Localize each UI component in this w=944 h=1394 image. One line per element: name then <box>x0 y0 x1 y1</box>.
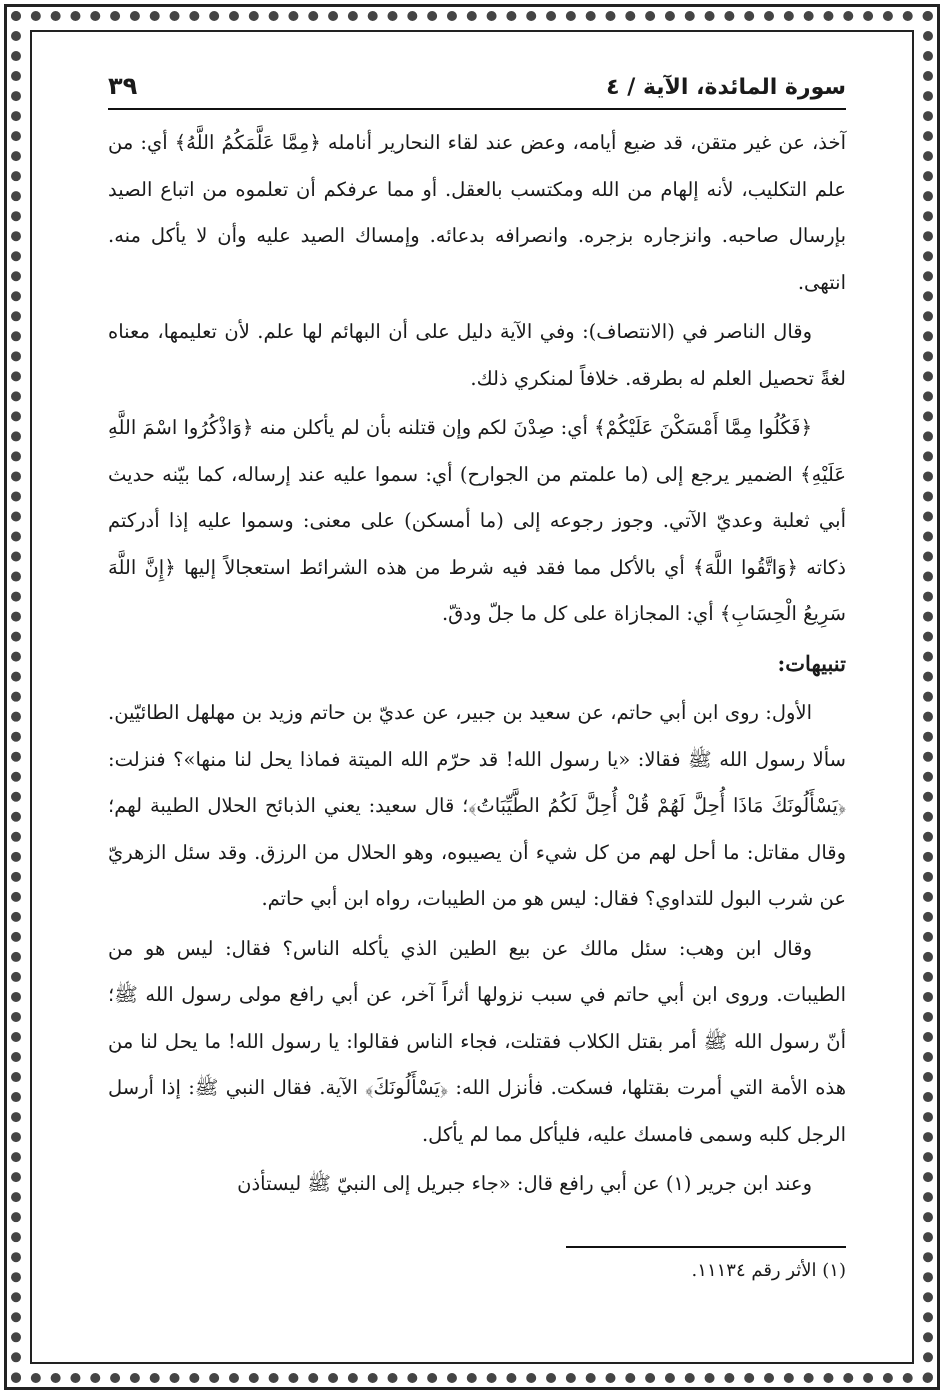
footnote: (١) الأثر رقم ١١١٣٤. <box>691 1260 846 1281</box>
paragraph-2: وقال الناصر في (الانتصاف): وفي الآية دليل على أن البهائم لها علم. لأن تعليمها، معناه لغةً تحصيل العلم له بطرقه. خلافاً لمنكري ذلك. <box>108 320 846 390</box>
paragraph-3: ﴿فَكُلُوا مِمَّا أَمْسَكْنَ عَلَيْكُمْ﴾ أي: صِدْنَ لكم وإن قتلنه بأن لم يأكلن منه ﴿وَاذْكُرُوا اسْمَ اللَّهِ عَلَيْهِ﴾ الضمير يرجع إلى (ما علمتم من الجوارح) أي: سموا عليه عند إرساله، كما بيّنه حديث أبي ثعلبة وعديّ الآتي. وجوز رجوعه إلى (ما أمسكن) على معنى: وسموا عليه إذا أدركتم ذكاته ﴿وَاتَّقُوا اللَّهَ﴾ أي بالأكل مما فقد فيه شرط من هذه الشرائط استعجالاً إليها ﴿إِنَّ اللَّهَ سَرِيعُ الْحِسَابِ﴾ أي: المجازاة على كل ما جلّ ودقّ. <box>108 416 846 625</box>
section-heading: تنبيهات: <box>777 650 846 676</box>
paragraph-4: الأول: روى ابن أبي حاتم، عن سعيد بن جبير، عن عديّ بن حاتم وزيد بن مهلهل الطائيّين. سألا رسول الله ﷺ فقالا: «يا رسول الله! قد حرّم الله الميتة فماذا يحل لنا منها»؟ فنزلت: ﴿يَسْأَلُونَكَ مَاذَا أُحِلَّ لَهُمْ قُلْ أُحِلَّ لَكُمُ الطَّيِّبَاتُ﴾؛ قال سعيد: يعني الذبائح الحلال الطيبة لهم؛ وقال مقاتل: ما أحل لهم من كل شيء أن يصيبوه، وهو الحلال من الرزق. وقد سئل الزهريّ عن شرب البول للتداوي؟ فقال: ليس هو من الطيبات، رواه ابن أبي حاتم. <box>108 701 846 910</box>
paragraph-5: وقال ابن وهب: سئل مالك عن بيع الطين الذي يأكله الناس؟ فقال: ليس هو من الطيبات. وروى ابن أبي حاتم في سبب نزولها أثراً آخر، عن أبي رافع مولى رسول الله ﷺ؛ أنّ رسول الله ﷺ أمر بقتل الكلاب فقتلت، فجاء الناس فقالوا: يا رسول الله! ما يحل لنا من هذه الأمة التي أمرت بقتلها، فسكت. فأنزل الله: ﴿يَسْأَلُونَكَ﴾ الآية. فقال النبي ﷺ: إذا أرسل الرجل كلبه وسمى فامسك عليه، فليأكل مما لم يأكل. <box>108 936 846 1146</box>
header-title: سورة المائدة، الآية / ٤ <box>606 75 846 100</box>
running-header <box>108 68 846 110</box>
body-text <box>108 120 846 1208</box>
page-number: ٣٩ <box>108 72 138 100</box>
page-content <box>108 68 846 1334</box>
paragraph-6: وعند ابن جرير (١) عن أبي رافع قال: «جاء جبريل إلى النبيّ ﷺ ليستأذن <box>237 1172 812 1195</box>
paragraph-1: آخذ، عن غير متقن، قد ضيع أيامه، وعض عند لقاء النحارير أنامله ﴿مِمَّا عَلَّمَكُمُ اللَّهُ﴾ أي: من علم التكليب، لأنه إلهام من الله ومكتسب بالعقل. أو مما عرفكم أن تعلموه من اتباع الصيد بإرسال صاحبه. وانزجاره بزجره. وانصرافه بدعائه. وإمساك الصيد عليه وأن لا يأكل منه. انتهى. <box>108 131 846 294</box>
footnote-separator <box>566 1246 846 1248</box>
